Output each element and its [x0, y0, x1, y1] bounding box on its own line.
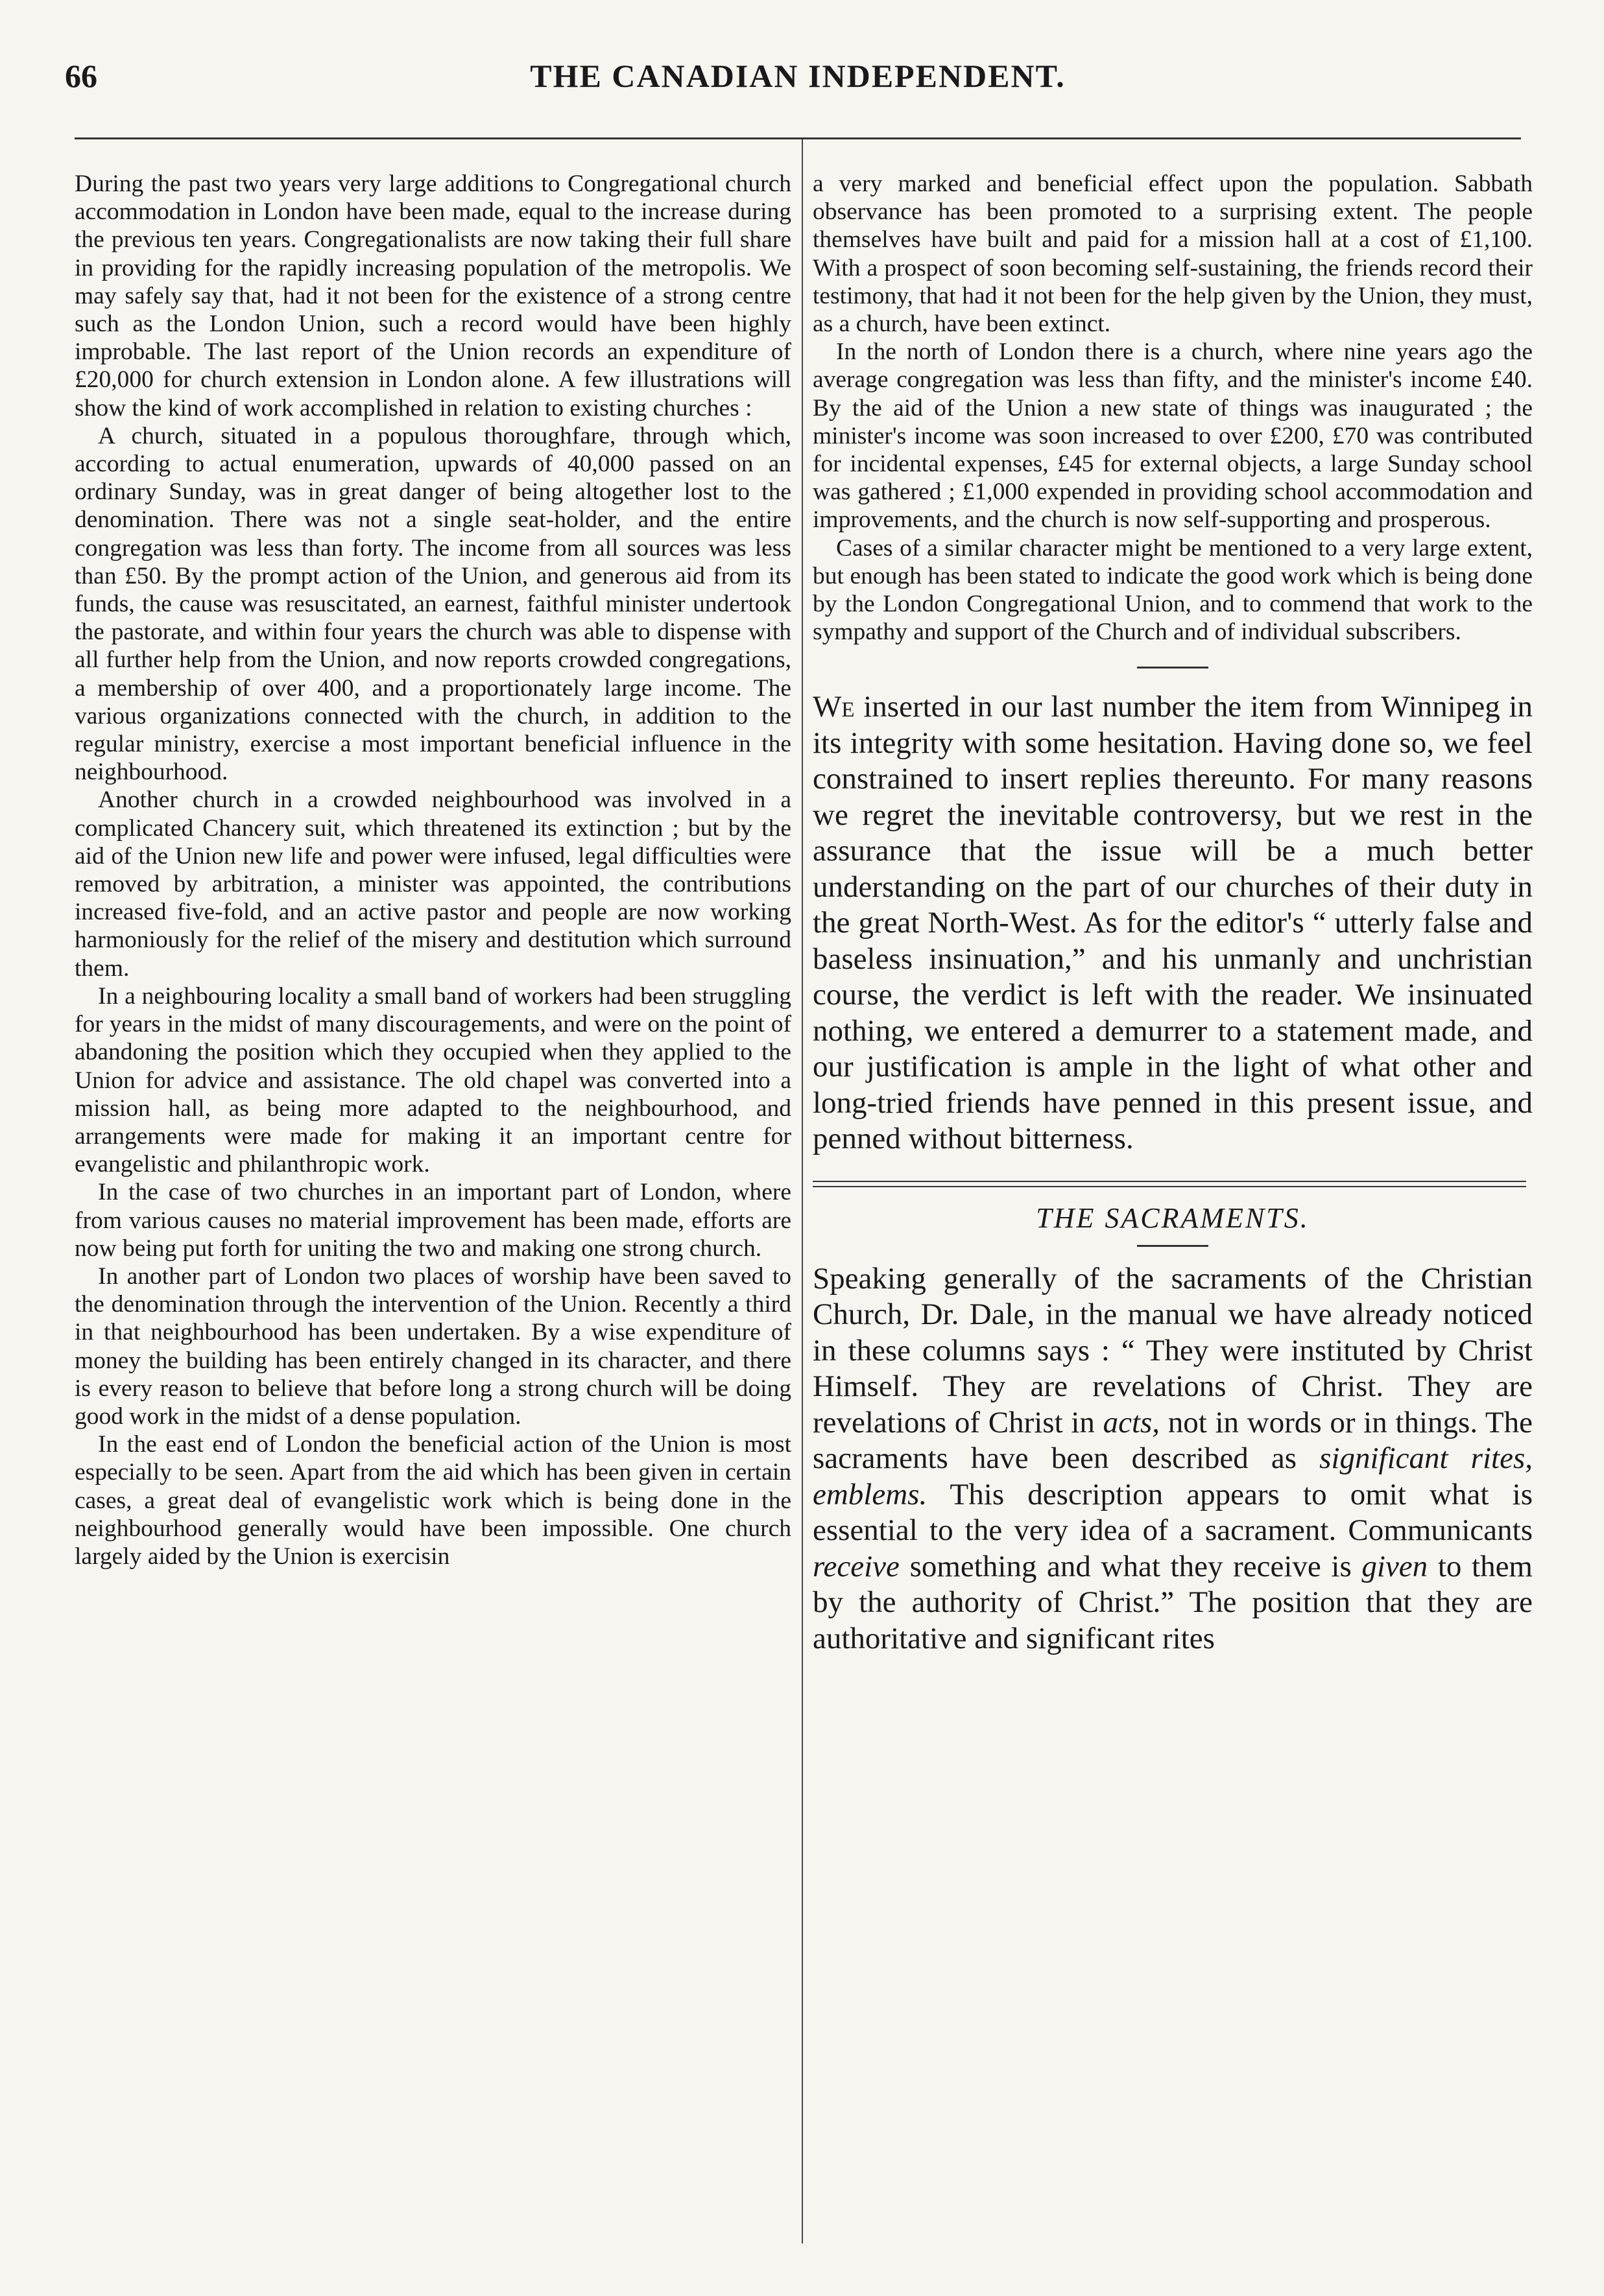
header-rule: [75, 137, 1521, 139]
section-rule: [1137, 667, 1208, 669]
double-rule: [813, 1181, 1526, 1187]
masthead-title: THE CANADIAN INDEPENDENT.: [530, 58, 1066, 94]
article-paragraph: In a neighbouring locality a small band of workers had been struggling for years in the midst of many discouragements, and were on the point of abandoning the position which they occupied when they applied to the Union for advice and assistance. The old chapel was converted into a mission hall, as being more adapted to the neighbourhood, and arrangements were made for making it an important centre for evangelistic and philanthropic work.: [75, 982, 791, 1178]
text-run: something and what they receive is: [899, 1549, 1362, 1583]
article-continuation: [813, 170, 1533, 646]
italic-text: acts,: [1103, 1405, 1160, 1439]
section-heading: THE SACRAMENTS.: [1036, 1201, 1310, 1234]
article-paragraph: A church, situated in a populous thoroughfare, through which, according to actual enumeration, upwards of 40,000 passed on an ordinary Sunday, was in great danger of being altogether lost to the denomination. There was not a single seat-holder, and the entire congregation was less than forty. The income from all sources was less than £50. By the prompt action of the Union, and generous aid from its funds, the cause was resuscitated, an earnest, faithful minister undertook the pastorate, and within four years the church was able to dispense with all further help from the Union, and now reports crowded congregations, a membership of over 400, and a proportionately large income. The various organizations connected with the church, in addition to the regular ministry, exercise a most important beneficial influence in the neighbourhood.: [75, 422, 791, 786]
column-divider: [802, 139, 803, 2243]
article-paragraph: a very marked and beneficial effect upon the population. Sabbath observance has been promoted to a surprising extent. The people themselves have built and paid for a mission hall at a cost of £1,100. With a prospect of soon becoming self-sustaining, the friends record their testimony, that had it not been for the help given by the Union, they must, as a church, have been extinct.: [813, 171, 1533, 338]
text-run: Speaking generally of the sacraments of the Christian Church, Dr. Dale, in the manual we have already noticed in these columns says : “ They were instituted by Christ Himself. They are revelations of Christ. They are revelations of Christ in: [813, 1261, 1533, 1439]
article-paragraph: In another part of London two places of worship have been saved to the denomination through the intervention of the Union. Recently a third in that neighbourhood has been undertaken. By a wise expenditure of money the building has been entirely changed in its character, and there is every reason to believe that before long a strong church will be doing good work in the midst of a dense population.: [75, 1262, 791, 1430]
italic-text: significant rites, emblems.: [813, 1441, 1533, 1511]
article-paragraph: In the east end of London the beneficial action of the Union is most especially to be seen. Apart from the aid which has been given in certain cases, a great deal of evangelistic work which is being done in the neighbourhood generally would have been impossible. One church largely aided by the Union is exercisin: [75, 1431, 791, 1570]
article-paragraph: In the north of London there is a church, where nine years ago the average congregation was less than fifty, and the minister's income £40. By the aid of the Union a new state of things was inaugurated ; the minister's income was soon increased to over £200, £70 was contributed for incidental expenses, £45 for external objects, a large Sunday school was gathered ; £1,000 expended in providing school accommodation and improvements, and the church is now self-supporting and prosperous.: [813, 338, 1533, 534]
editorial-paragraph: [813, 689, 1533, 1157]
article-paragraph: Cases of a similar character might be mentioned to a very large extent, but enough has been stated to indicate the good work which is being done by the London Congregational Union, and to commend that work to the sympathy and support of the Church and of individual subscribers.: [813, 534, 1533, 646]
italic-text: given: [1361, 1549, 1428, 1583]
editorial-note: [813, 689, 1533, 1157]
article-paragraph: In the case of two churches in an important part of London, where from various causes no material improvement has been made, efforts are now being put forth for uniting the two and making one strong church.: [75, 1179, 791, 1262]
italic-text: receive: [813, 1549, 900, 1583]
editorial-text: inserted in our last number the item from Winnipeg in its integrity with some hesitation. Having done so, we feel constrained to insert replies thereunto. For many reasons we regret the inevitable controversy, but we rest in the assurance that the issue will be a much better understanding on the part of our churches of their duty in the great North-West. As for the editor's “ utterly false and baseless insinuation,” and his unmanly and unchristian course, the verdict is left with the reader. We insinuated nothing, we entered a demurrer to a statement made, and our justification is ample in the light of what other and long-tried friends have penned in this present issue, and penned without bitterness.: [813, 690, 1533, 1156]
article-paragraph: Another church in a crowded neighbourhood was involved in a complicated Chancery suit, which threatened its extinction ; but by the aid of the Union new life and power were infused, legal difficulties were removed by arbitration, a minister was appointed, the contributions increased five-fold, and an active pastor and people are now working harmoniously for the relief of the misery and destitution which surround them.: [75, 787, 791, 982]
editorial-lead-word: We: [813, 690, 855, 724]
right-column: [813, 170, 1533, 2242]
sacraments-article: [813, 1261, 1533, 1657]
page-number: 66: [65, 58, 97, 94]
text-run: to them by the authority of Christ.” The position that they are authoritative and significant rites: [813, 1549, 1533, 1655]
sacraments-paragraph: [813, 1261, 1533, 1657]
left-column: [75, 170, 791, 2242]
text-run: This description appears to omit what is essential to the very idea of a sacrament. Communicants: [813, 1477, 1533, 1548]
page-header: [65, 57, 1531, 109]
heading-rule: [1137, 1245, 1208, 1247]
article-paragraph: During the past two years very large additions to Congregational church accommodation in London have been made, equal to the increase during the previous ten years. Congregationalists are now taking their full share in providing for the rapidly increasing population of the metropolis. We may safely say that, had it not been for the existence of a strong centre such as the London Union, such a record would have been highly improbable. The last report of the Union records an expenditure of £20,000 for church extension in London alone. A few illustrations will show the kind of work accomplished in relation to existing churches :: [75, 171, 791, 421]
text-run: not in words or in things. The sacraments have been described as: [813, 1405, 1533, 1476]
